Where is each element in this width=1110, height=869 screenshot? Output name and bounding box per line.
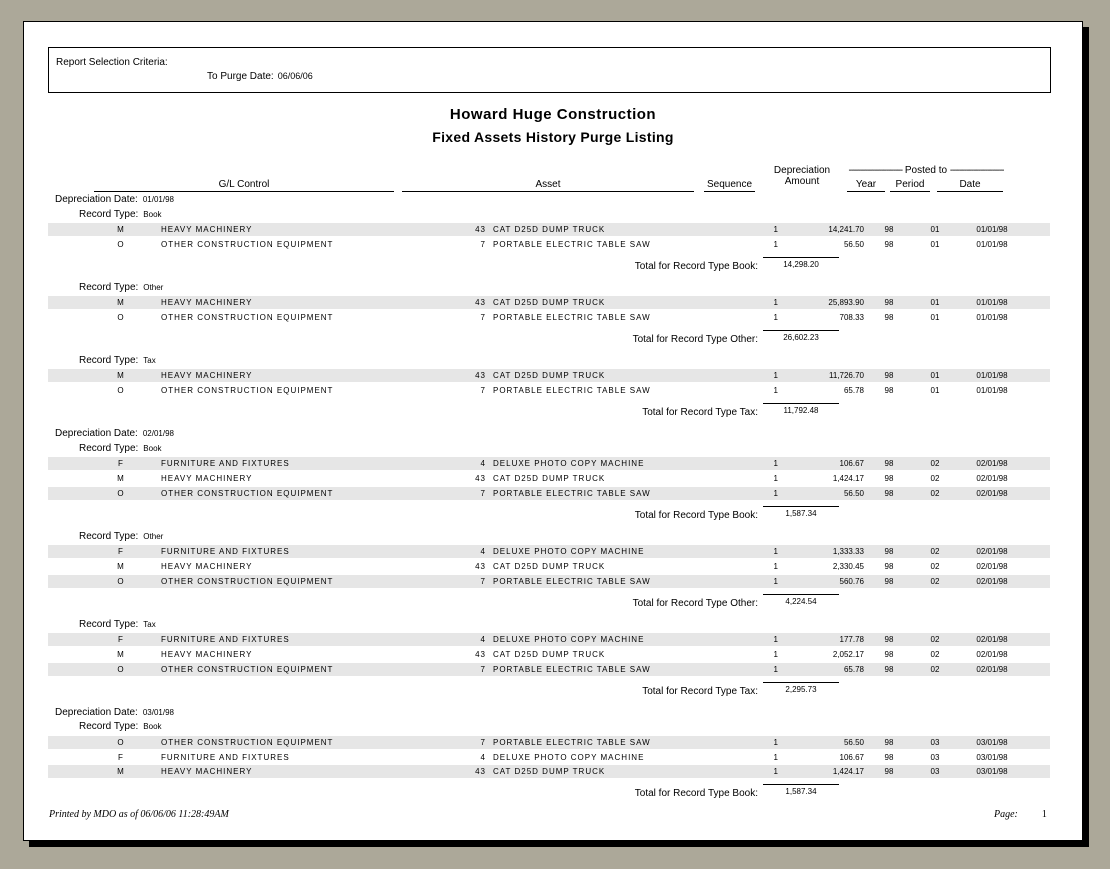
record-type-total: [24, 509, 1082, 523]
purge-date-value: 06/06/06: [277, 71, 313, 81]
cell-amount: 1,424.17: [832, 767, 864, 777]
cell-post-date: 03/01/98: [976, 737, 1008, 747]
cell-amount: 106.67: [839, 459, 864, 469]
cell-asset-number: 43: [475, 225, 486, 234]
record-type-text: Record Type:: [79, 354, 139, 366]
cell-post-date: 02/01/98: [976, 562, 1008, 571]
header-amount: Amount: [784, 176, 820, 187]
total-label: Total for Record Type Tax:: [642, 407, 758, 419]
cell-period: 03: [930, 767, 940, 777]
cell-year: 98: [884, 386, 894, 396]
record-type-total: [24, 685, 1082, 699]
cell-asset-name: CAT D25D DUMP TRUCK: [493, 650, 606, 660]
cell-desc: OTHER CONSTRUCTION EQUIPMENT: [161, 488, 334, 498]
record-type-label: [79, 355, 156, 366]
header-gl-control: G/L Control: [94, 179, 394, 192]
depreciation-date-value: 03/01/98: [142, 707, 174, 717]
page-label: Page:: [994, 809, 1018, 820]
table-row: [48, 457, 1050, 470]
table-row: [48, 648, 1050, 661]
cell-post-date: 01/01/98: [976, 298, 1008, 308]
record-type-value: Book: [143, 722, 162, 732]
purge-date-label: To Purge Date:: [207, 71, 274, 82]
cell-sequence: 1: [773, 562, 779, 571]
cell-asset-name: CAT D25D DUMP TRUCK: [493, 371, 606, 381]
record-type-value: Other: [143, 531, 164, 541]
total-label: Total for Record Type Tax:: [642, 685, 758, 697]
cell-asset-name: CAT D25D DUMP TRUCK: [493, 473, 606, 483]
record-type-label: [79, 443, 162, 454]
cell-asset-name: PORTABLE ELECTRIC TABLE SAW: [493, 576, 651, 586]
cell-asset-name: PORTABLE ELECTRIC TABLE SAW: [493, 664, 651, 674]
cell-sequence: 1: [773, 650, 779, 660]
cell-sequence: 1: [773, 371, 779, 381]
total-amount: 11,792.48: [763, 403, 839, 415]
depreciation-date-text: Depreciation Date:: [55, 194, 138, 205]
cell-post-date: 01/01/98: [976, 313, 1008, 323]
cell-sequence: 1: [773, 298, 779, 308]
cell-asset-name: DELUXE PHOTO COPY MACHINE: [493, 547, 645, 557]
cell-period: 02: [930, 664, 940, 674]
record-type-total: [24, 597, 1082, 611]
table-row: [48, 663, 1050, 676]
cell-amount: 56.50: [843, 488, 864, 498]
cell-desc: HEAVY MACHINERY: [161, 371, 253, 381]
cell-sequence: 1: [773, 576, 779, 586]
cell-desc: HEAVY MACHINERY: [161, 225, 253, 234]
cell-asset-name: PORTABLE ELECTRIC TABLE SAW: [493, 386, 651, 396]
cell-code: M: [117, 371, 125, 381]
cell-period: 02: [930, 562, 940, 571]
cell-period: 02: [930, 488, 940, 498]
record-type-total: [24, 260, 1082, 274]
cell-amount: 14,241.70: [828, 225, 864, 234]
cell-post-date: 02/01/98: [976, 547, 1008, 557]
cell-period: 01: [930, 239, 940, 249]
cell-sequence: 1: [773, 225, 779, 234]
cell-period: 01: [930, 298, 940, 308]
cell-year: 98: [884, 767, 894, 777]
cell-year: 98: [884, 225, 894, 234]
cell-year: 98: [884, 752, 894, 762]
table-row: [48, 765, 1050, 778]
cell-amount: 2,052.17: [832, 650, 864, 660]
total-label: Total for Record Type Book:: [634, 260, 758, 272]
record-type-text: Record Type:: [79, 618, 139, 630]
cell-sequence: 1: [773, 664, 779, 674]
cell-desc: OTHER CONSTRUCTION EQUIPMENT: [161, 386, 334, 396]
cell-post-date: 01/01/98: [976, 225, 1008, 234]
cell-post-date: 01/01/98: [976, 386, 1008, 396]
cell-code: O: [117, 737, 125, 747]
table-row: [48, 238, 1050, 251]
table-row: [48, 472, 1050, 485]
cell-amount: 56.50: [843, 239, 864, 249]
cell-asset-name: PORTABLE ELECTRIC TABLE SAW: [493, 737, 651, 747]
cell-post-date: 02/01/98: [976, 488, 1008, 498]
printed-by: Printed by MDO as of 06/06/06 11:28:49AM: [49, 809, 229, 820]
cell-asset-number: 7: [480, 576, 486, 586]
header-date: Date: [937, 179, 1003, 192]
cell-amount: 1,424.17: [832, 473, 864, 483]
cell-asset-name: PORTABLE ELECTRIC TABLE SAW: [493, 313, 651, 323]
cell-asset-number: 4: [480, 635, 486, 645]
table-row: [48, 487, 1050, 500]
cell-asset-number: 7: [480, 664, 486, 674]
cell-code: O: [117, 313, 125, 323]
cell-sequence: 1: [773, 459, 779, 469]
cell-desc: OTHER CONSTRUCTION EQUIPMENT: [161, 576, 334, 586]
record-type-value: Book: [143, 209, 162, 219]
table-row: [48, 736, 1050, 749]
cell-sequence: 1: [773, 737, 779, 747]
total-label: Total for Record Type Other:: [632, 333, 758, 345]
cell-asset-number: 43: [475, 473, 486, 483]
cell-amount: 2,330.45: [832, 562, 864, 571]
total-amount: 14,298.20: [763, 257, 839, 269]
record-type-text: Record Type:: [79, 208, 139, 220]
depreciation-date-text: Depreciation Date:: [55, 428, 138, 440]
cell-asset-name: CAT D25D DUMP TRUCK: [493, 767, 606, 777]
cell-period: 01: [930, 313, 940, 323]
cell-sequence: 1: [773, 547, 779, 557]
cell-asset-name: DELUXE PHOTO COPY MACHINE: [493, 752, 645, 762]
cell-code: M: [117, 767, 125, 777]
cell-sequence: 1: [773, 473, 779, 483]
cell-post-date: 02/01/98: [976, 650, 1008, 660]
record-type-text: Record Type:: [79, 442, 139, 454]
cell-post-date: 02/01/98: [976, 459, 1008, 469]
cell-amount: 25,893.90: [828, 298, 864, 308]
cell-post-date: 01/01/98: [976, 371, 1008, 381]
cell-desc: HEAVY MACHINERY: [161, 473, 253, 483]
record-type-text: Record Type:: [79, 281, 139, 293]
cell-post-date: 03/01/98: [976, 767, 1008, 777]
depreciation-date-label: [55, 707, 174, 718]
cell-post-date: 02/01/98: [976, 576, 1008, 586]
cell-sequence: 1: [773, 767, 779, 777]
cell-period: 03: [930, 737, 940, 747]
record-type-total: [24, 787, 1082, 801]
cell-amount: 560.76: [839, 576, 864, 586]
cell-sequence: 1: [773, 386, 779, 396]
cell-amount: 56.50: [843, 737, 864, 747]
table-row: [48, 296, 1050, 309]
cell-code: O: [117, 239, 125, 249]
cell-desc: OTHER CONSTRUCTION EQUIPMENT: [161, 239, 334, 249]
depreciation-date-label: [55, 428, 174, 439]
cell-asset-number: 7: [480, 386, 486, 396]
table-row: [48, 369, 1050, 382]
cell-code: M: [117, 298, 125, 308]
record-type-total: [24, 333, 1082, 347]
cell-desc: OTHER CONSTRUCTION EQUIPMENT: [161, 737, 334, 747]
cell-code: O: [117, 488, 125, 498]
table-row: [48, 223, 1050, 236]
cell-asset-number: 4: [480, 459, 486, 469]
cell-sequence: 1: [773, 313, 779, 323]
record-type-label: [79, 619, 156, 630]
cell-desc: FURNITURE AND FIXTURES: [161, 752, 290, 762]
table-row: [48, 560, 1050, 573]
cell-period: 02: [930, 473, 940, 483]
cell-asset-name: CAT D25D DUMP TRUCK: [493, 225, 606, 234]
cell-amount: 708.33: [839, 313, 864, 323]
record-type-value: Tax: [143, 355, 156, 365]
cell-code: M: [117, 473, 125, 483]
cell-year: 98: [884, 488, 894, 498]
record-type-value: Book: [143, 443, 162, 453]
table-row: [48, 384, 1050, 397]
cell-post-date: 03/01/98: [976, 752, 1008, 762]
table-row: [48, 311, 1050, 324]
cell-year: 98: [884, 664, 894, 674]
cell-year: 98: [884, 635, 894, 645]
record-type-text: Record Type:: [79, 721, 139, 733]
cell-code: F: [118, 547, 124, 557]
criteria-label: Report Selection Criteria:: [56, 57, 168, 68]
cell-asset-number: 7: [480, 239, 486, 249]
cell-code: M: [117, 562, 125, 571]
cell-post-date: 01/01/98: [976, 239, 1008, 249]
cell-asset-number: 43: [475, 371, 486, 381]
total-label: Total for Record Type Book:: [634, 788, 758, 800]
posted-to-label: Posted to: [904, 165, 948, 176]
cell-amount: 11,726.70: [829, 371, 864, 381]
cell-asset-number: 4: [480, 547, 486, 557]
posted-to-dashes-right: -----------------------: [949, 165, 1004, 176]
cell-code: O: [117, 664, 125, 674]
cell-asset-number: 43: [475, 562, 486, 571]
table-row: [48, 545, 1050, 558]
header-sequence: Sequence: [704, 179, 755, 192]
depreciation-date-value: 02/01/98: [142, 429, 174, 439]
total-amount: 2,295.73: [763, 682, 839, 694]
record-type-label: [79, 531, 163, 542]
cell-asset-name: PORTABLE ELECTRIC TABLE SAW: [493, 488, 651, 498]
company-title: Howard Huge Construction: [449, 106, 657, 123]
cell-period: 03: [930, 752, 940, 762]
cell-amount: 1,333.33: [832, 547, 864, 557]
cell-asset-number: 7: [480, 488, 486, 498]
cell-desc: HEAVY MACHINERY: [161, 298, 253, 308]
cell-asset-name: CAT D25D DUMP TRUCK: [493, 562, 606, 571]
cell-desc: FURNITURE AND FIXTURES: [161, 459, 290, 469]
cell-year: 98: [884, 371, 894, 381]
cell-amount: 106.67: [839, 752, 864, 762]
cell-desc: HEAVY MACHINERY: [161, 562, 253, 571]
depreciation-date-text: Depreciation Date:: [55, 706, 138, 718]
total-amount: 1,587.34: [763, 506, 839, 518]
cell-year: 98: [884, 459, 894, 469]
cell-code: F: [118, 752, 124, 762]
cell-asset-number: 7: [480, 737, 486, 747]
cell-year: 98: [884, 473, 894, 483]
cell-year: 98: [884, 737, 894, 747]
cell-asset-number: 4: [480, 752, 486, 762]
cell-desc: OTHER CONSTRUCTION EQUIPMENT: [161, 664, 334, 674]
cell-year: 98: [884, 239, 894, 249]
cell-asset-number: 43: [475, 767, 486, 777]
table-row: [48, 575, 1050, 588]
cell-amount: 65.78: [843, 386, 864, 396]
depreciation-date-value: 01/01/98: [142, 195, 174, 204]
cell-desc: OTHER CONSTRUCTION EQUIPMENT: [161, 313, 334, 323]
cell-year: 98: [884, 562, 894, 571]
total-label: Total for Record Type Book:: [634, 509, 758, 521]
cell-period: 01: [930, 225, 940, 234]
cell-sequence: 1: [773, 635, 779, 645]
cell-asset-number: 43: [475, 650, 486, 660]
record-type-value: Tax: [143, 619, 156, 629]
total-label: Total for Record Type Other:: [632, 597, 758, 609]
posted-to-dashes-left: -----------------------: [848, 165, 903, 176]
cell-code: M: [117, 225, 125, 234]
cell-period: 02: [930, 635, 940, 645]
record-type-text: Record Type:: [79, 530, 139, 542]
cell-code: M: [117, 650, 125, 660]
report-title: Fixed Assets History Purge Listing: [432, 129, 674, 145]
header-asset: Asset: [402, 179, 694, 192]
table-row: [48, 633, 1050, 646]
total-amount: 26,602.23: [763, 330, 839, 342]
cell-sequence: 1: [773, 488, 779, 498]
report-body: [24, 22, 1082, 840]
page-number: 1: [1041, 809, 1047, 820]
header-year: Year: [847, 179, 885, 192]
cell-asset-number: 43: [475, 298, 486, 308]
record-type-label: [79, 209, 162, 220]
cell-post-date: 02/01/98: [976, 664, 1008, 674]
cell-year: 98: [884, 650, 894, 660]
cell-desc: FURNITURE AND FIXTURES: [161, 547, 290, 557]
cell-year: 98: [884, 576, 894, 586]
cell-asset-name: CAT D25D DUMP TRUCK: [493, 298, 606, 308]
header-depreciation: Depreciation: [773, 165, 831, 176]
total-amount: 4,224.54: [763, 594, 839, 606]
depreciation-date-label: [55, 194, 174, 205]
cell-code: F: [118, 635, 124, 645]
cell-code: O: [117, 576, 125, 586]
cell-desc: HEAVY MACHINERY: [161, 767, 253, 777]
record-type-value: Other: [143, 282, 164, 292]
cell-period: 02: [930, 576, 940, 586]
cell-amount: 177.78: [839, 635, 864, 645]
cell-sequence: 1: [773, 752, 779, 762]
cell-code: F: [118, 459, 124, 469]
header-period: Period: [890, 179, 930, 192]
cell-period: 01: [930, 371, 940, 381]
total-amount: 1,587.34: [763, 784, 839, 796]
cell-asset-number: 7: [480, 313, 486, 323]
cell-year: 98: [884, 298, 894, 308]
cell-sequence: 1: [773, 239, 779, 249]
cell-period: 02: [930, 459, 940, 469]
page-indicator: [994, 809, 1047, 820]
cell-desc: HEAVY MACHINERY: [161, 650, 253, 660]
table-row: [48, 751, 1050, 764]
cell-period: 02: [930, 650, 940, 660]
record-type-label: [79, 282, 163, 293]
cell-desc: FURNITURE AND FIXTURES: [161, 635, 290, 645]
cell-period: 02: [930, 547, 940, 557]
record-type-label: [79, 721, 162, 732]
cell-year: 98: [884, 547, 894, 557]
cell-post-date: 02/01/98: [976, 473, 1008, 483]
cell-asset-name: DELUXE PHOTO COPY MACHINE: [493, 635, 645, 645]
cell-period: 01: [930, 386, 940, 396]
cell-post-date: 02/01/98: [976, 635, 1008, 645]
cell-asset-name: PORTABLE ELECTRIC TABLE SAW: [493, 239, 651, 249]
cell-asset-name: DELUXE PHOTO COPY MACHINE: [493, 459, 645, 469]
record-type-total: [24, 406, 1082, 420]
cell-year: 98: [884, 313, 894, 323]
cell-code: O: [117, 386, 125, 396]
report-page: [23, 21, 1083, 841]
cell-amount: 65.78: [843, 664, 864, 674]
